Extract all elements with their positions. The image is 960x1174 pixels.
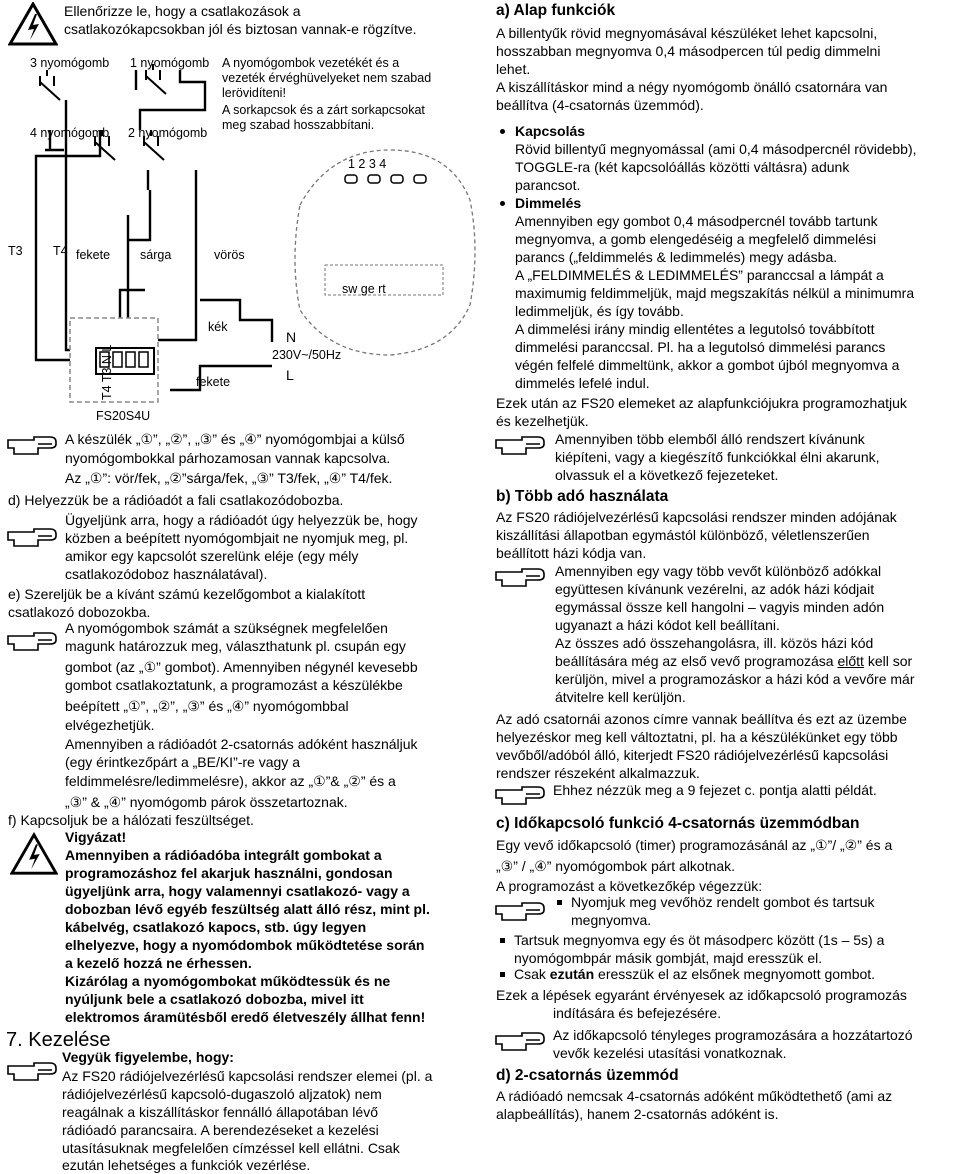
kapcs-line-2: TOGGLE-ra (két kapcsolóállás közötti váltásra) adunk	[515, 159, 850, 175]
warn-line-10: nyúljunk bele a csatlakozó dobozba, mivel itt	[65, 991, 364, 1007]
a-line-3: lehet.	[496, 61, 531, 77]
note-b-7: kerüljön, mivel a programozáskor a házi kód a vevőre már	[555, 671, 915, 687]
after-dimm-2: és kezelhetjük.	[496, 413, 589, 429]
section-b-title: b) Több adó használata	[496, 488, 669, 505]
warn-line-11: elektromos áramütésből eredő életveszély állhat fenn!	[65, 1009, 426, 1025]
c-item-3: Csak ezután eresszük el az elsőnek megnyomott gombot.	[514, 966, 876, 982]
label-wire-fekete: fekete	[76, 248, 111, 262]
l-line-17: Amennyiben a rádióadót 2-csatornás adóként használjuk	[65, 736, 418, 752]
label-wire-sarga: sárga	[140, 248, 172, 262]
a-line-5: beállítva (4-csatornás üzemmód).	[496, 97, 704, 113]
note-a-1: Amennyiben több elemből álló rendszert kívánunk	[555, 431, 865, 447]
kapcsolas-title: Kapcsolás	[515, 123, 586, 139]
square-bullet	[500, 938, 505, 943]
l-line-2: nyomógombokkal párhozamosan vannak kapcsolva.	[65, 450, 391, 466]
c-after-2: indítására és befejezésére.	[553, 1005, 722, 1021]
a-line-2: hosszabban megnyomva 0,4 másodpercen túl pedig dimmelni	[496, 43, 881, 59]
warn-line-8: a kezelő hozzá ne érhessen.	[65, 955, 252, 971]
diagram-note-4: A sorkapcsok és a zárt sorkapcsokat	[222, 103, 425, 117]
c-item-2a: Tartsuk megnyomva egy és öt másodperc között (1s – 5s) a	[514, 932, 885, 948]
note-b-6: beállítására még az első vevő programozása előtt kell sor	[555, 653, 913, 669]
bullet	[500, 201, 505, 206]
warning-icon	[8, 2, 58, 46]
warn-line-4: ügyeljünk arra, hogy valamennyi csatlakozó- vagy a	[65, 883, 410, 899]
warn-line-6: kábelvég, csatlakozó kapocs, stb. úgy legyen	[65, 919, 367, 935]
l-line-14: gombot csatlakoztatunk, a programozást a készülékbe	[65, 677, 403, 693]
warn-line-1: Vigyázat!	[65, 829, 127, 845]
dimm-line-3: parancs („feldimmelés & ledimmelés) megy adásba.	[515, 249, 838, 265]
label-n: N	[286, 329, 297, 345]
note7-line-3: reagálnak a kiszállításkor fennálló állapotában lévő	[62, 1104, 378, 1120]
pointing-hand-icon	[494, 784, 546, 808]
warn-line-3: programozáshoz fel akarjuk használni, gondosan	[65, 865, 393, 881]
c-line-3: A programozást a következőkép végezzük:	[496, 878, 763, 894]
bullet	[500, 129, 505, 134]
note7-line-4: rádióadó parancsaira. A berendezéseket a kezelési	[62, 1122, 379, 1138]
dimm-line-9: végén felfelé dimmeltünk, akkor a gombot újból megnyomva a	[515, 357, 900, 373]
note-c-2: vevők kezelési utasítási vonatkoznak.	[553, 1045, 787, 1061]
note7-line-5: utasításuknak megfelelően címzéssel kell ellátni. Csak	[62, 1140, 400, 1156]
c-line-1: Egy vevő időkapcsoló (timer) programozásánál az „①”/ „②” és a	[496, 837, 893, 853]
l-line-8: csatlakozódoboz használatával).	[65, 566, 268, 582]
kapcs-line-1: Rövid billentyű megnyomással (ami 0,4 másodpercnél rövidebb),	[515, 141, 917, 157]
label-t3: T3	[8, 244, 23, 258]
diagram-note-3: lerövidíteni!	[222, 86, 286, 100]
top-warning-line1: Ellenőrizze le, hogy a csatlakozások a	[64, 3, 301, 19]
label-btn3: 3 nyomógomb	[30, 56, 110, 70]
dimm-line-8: dimmelési paranccsal. Pl. ha a legutolsó dimmelési parancs	[515, 339, 886, 355]
note-b-1: Amennyiben egy vagy több vevőt különböző adókkal	[555, 563, 882, 579]
after-dimm-1: Ezek után az FS20 elemeket az alapfunkciójukra programozhatjuk	[496, 395, 907, 411]
l-line-16: elvégezhetjük.	[65, 717, 155, 733]
c-after-1: Ezek a lépések egyaránt érvényesek az időkapcsoló programozás	[496, 987, 907, 1003]
d-line-1: A rádióadó nemcsak 4-csatornás adóként működtethető (ami az	[496, 1088, 893, 1104]
l-line-11: A nyomógombok számát a szükségnek megfelelően	[65, 620, 388, 636]
l-line-7: amikor egy kapcsolót szerelünk eléje (egy mély	[65, 548, 359, 564]
warn-line-9: Kizárólag a nyomógombokat működtessük és ne	[65, 973, 391, 989]
label-terminals: T4 T3 N L	[100, 344, 114, 400]
dimmeles-title: Dimmelés	[515, 195, 582, 211]
label-btn2: 2 nyomógomb	[128, 126, 208, 140]
label-wire-voros: vörös	[214, 248, 245, 262]
note7-line-2: rádiójelvezérlésű kapcsoló-dugaszoló aljzatok) nem	[62, 1086, 382, 1102]
l-line-5: Ügyeljünk arra, hogy a rádióadót úgy helyezzük be, hogy	[65, 512, 418, 528]
section-7-title: 7. Kezelése	[6, 1029, 111, 1051]
l-line-19: feldimmelésre/ledimmelésre), akkor az „①”& „②” és a	[65, 773, 396, 789]
note7-line-1: Az FS20 rádiójelvezérlésű kapcsolási rendszer elemei (pl. a	[62, 1068, 433, 1084]
square-bullet	[500, 972, 505, 977]
pointing-hand-icon	[6, 1060, 58, 1084]
warn-line-5: dobozban lévő egyéb feszültség alatt álló rész, mint pl.	[65, 901, 430, 917]
a-line-1: A billentyűk rövid megnyomásával készüléket lehet kapcsolni,	[496, 25, 878, 41]
pointing-hand-icon	[6, 526, 58, 550]
label-btn1: 1 nyomógomb	[130, 56, 210, 70]
label-switch: sw ge rt	[342, 282, 386, 296]
b-line-2: kiszállítási állapotban egymástól különböző, véletlenszerűen	[496, 527, 870, 543]
section-d-title: d) 2-csatornás üzemmód	[496, 1067, 679, 1084]
pointing-hand-icon	[6, 630, 58, 654]
dimm-line-10: dimmelés lefelé indul.	[515, 375, 650, 391]
label-device: FS20S4U	[96, 409, 151, 423]
c-item-2b: nyomógombpár másik gombját, majd eresszük el.	[514, 950, 823, 966]
warning-icon	[10, 832, 58, 876]
l-line-6: közben a beépített nyomógombjait ne nyomjuk meg, pl.	[65, 530, 409, 546]
l-line-18: (egy érintkezőpárt a „BE/KI”-re vagy a	[65, 754, 300, 770]
pointing-hand-icon	[494, 900, 546, 924]
dimm-line-2: megnyomva, a gomb elengedéséig a megfelelő dimmelési	[515, 231, 877, 247]
note-b-5: Az összes adó összehangolásra, ill. közös házi kód	[555, 635, 874, 651]
pointing-hand-icon	[494, 434, 546, 458]
dimm-line-7: A dimmelési irány mindig ellentétes a legutolsó továbbított	[515, 321, 875, 337]
label-l: L	[286, 367, 294, 383]
label-voltage: 230V~/50Hz	[272, 348, 342, 362]
note7-title: Vegyük figyelembe, hogy:	[62, 1049, 234, 1065]
l-line-12: magunk határozzuk meg, választhatunk pl. csupán egy	[65, 638, 406, 654]
warn-line-7: elhelyezve, hogy a nyomódombok működtetése során	[65, 937, 425, 953]
note-b-8: átvitelre kell kerüljön.	[555, 689, 686, 705]
pointing-hand-icon	[6, 434, 58, 458]
d-line-2: alapbeállítás), hanem 2-csatornás adóként is.	[496, 1106, 779, 1122]
l-line-21: f) Kapcsoljuk be a hálózati feszültséget.	[8, 812, 254, 828]
b-after-4: rendszer részeként alkalmazzuk.	[496, 765, 700, 781]
label-btn4: 4 nyomógomb	[30, 126, 110, 140]
diagram-note-5: meg szabad hosszabbítani.	[222, 118, 375, 132]
note-b2: Ehhez nézzük meg a 9 fejezet c. pontja alatti példát.	[553, 782, 877, 798]
l-line-4: d) Helyezzük be a rádióadót a fali csatlakozódobozba.	[8, 492, 344, 508]
note7-line-6: ezután lehetséges a funkciók vezérlése.	[62, 1157, 311, 1173]
diagram-note-1: A nyomógombok vezetékét és a	[222, 56, 400, 70]
c-item-1a: Nyomjuk meg vevőhöz rendelt gombot és tartsuk	[571, 894, 875, 910]
dimm-line-6: ledimmeljük, és így tovább.	[515, 303, 684, 319]
note-a-2: kiépíteni, vagy a kiegészítő funkciókkal élni akarunk,	[555, 449, 880, 465]
label-wire-kek: kék	[208, 320, 228, 334]
label-t4: T4	[53, 244, 68, 258]
b-line-3: beállított házi kódja van.	[496, 545, 647, 561]
b-after-2: helyezéskor meg kell változtatni, pl. ha a készülékünket egy több	[496, 729, 898, 745]
top-warning-line2: csatlakozókapcsokban jól és biztosan vannak-e rögzítve.	[64, 21, 417, 37]
l-line-20: „③” & „④” nyomógomb párok összetartoznak.	[65, 794, 348, 810]
pointing-hand-icon	[494, 1030, 546, 1054]
b-after-3: vevőből/adóból álló, kiterjedt FS20 rádiójelvezérlésű kapcsolási	[496, 747, 889, 763]
b-line-1: Az FS20 rádiójelvezérlésű kapcsolási rendszer minden adójának	[496, 509, 897, 525]
label-wire-fekete2: fekete	[196, 375, 231, 389]
l-line-13: gombot (az „①” gombot). Amennyiben négynél kevesebb	[65, 659, 418, 675]
l-line-3: Az „①”: vör/fek, „②”sárga/fek, „③” T3/fek, „④” T4/fek.	[65, 470, 393, 486]
warn-line-2: Amennyiben a rádióadóba integrált gombokat a	[65, 847, 382, 863]
square-bullet	[557, 900, 562, 905]
l-line-10: csatlakozó dobozokba.	[8, 604, 151, 620]
kapcs-line-3: parancsot.	[515, 177, 581, 193]
l-line-15: beépített „①”, „②”, „③” és „④” nyomógombbal	[65, 698, 349, 714]
section-c-title: c) Időkapcsoló funkció 4-csatornás üzemmódban	[496, 815, 860, 832]
note-b-3: egymással össze kell hangolni – vagyis minden adón	[555, 599, 885, 615]
l-line-9: e) Szereljük be a kívánt számú kezelőgombot a kialakított	[8, 586, 366, 602]
l-line-1: A készülék „①”, „②”, „③” és „④” nyomógombjai a külső	[65, 431, 405, 447]
diagram-note-2: vezeték érvéghüvelyeket nem szabad	[222, 71, 432, 85]
b-after-1: Az adó csatornái azonos címre vannak beállítva és ezt az üzembe	[496, 711, 907, 727]
dimm-line-5: maximumig feldimmeljük, majd megszakítás nélkül a minimumra	[515, 285, 915, 301]
note-b-4: ugyanazt a házi kódot kell beállítani.	[555, 617, 780, 633]
dimm-line-4: A „FELDIMMELÉS & LEDIMMELÉS” paranccsal a lámpát a	[515, 267, 884, 283]
note-c-1: Az időkapcsoló tényleges programozására a hozzátartozó	[553, 1027, 913, 1043]
c-item-1b: megnyomva.	[571, 912, 652, 928]
note-a-3: olvassuk el a következő fejezeteket.	[555, 467, 779, 483]
a-line-4: A kiszállításkor mind a négy nyomógomb önálló csatornára van	[496, 79, 888, 95]
section-a-title: a) Alap funkciók	[496, 2, 616, 19]
dimm-line-1: Amennyiben egy gombot 0,4 másodpercnél tovább tartunk	[515, 213, 878, 229]
label-numbers: 1 2 3 4	[348, 157, 387, 171]
c-line-2: „③” / „④” nyomógombok párt alkotnak.	[496, 858, 736, 874]
note-b-2: együttesen kívánunk vezérelni, az adók házi kódjait	[555, 581, 875, 597]
pointing-hand-icon	[494, 566, 546, 590]
